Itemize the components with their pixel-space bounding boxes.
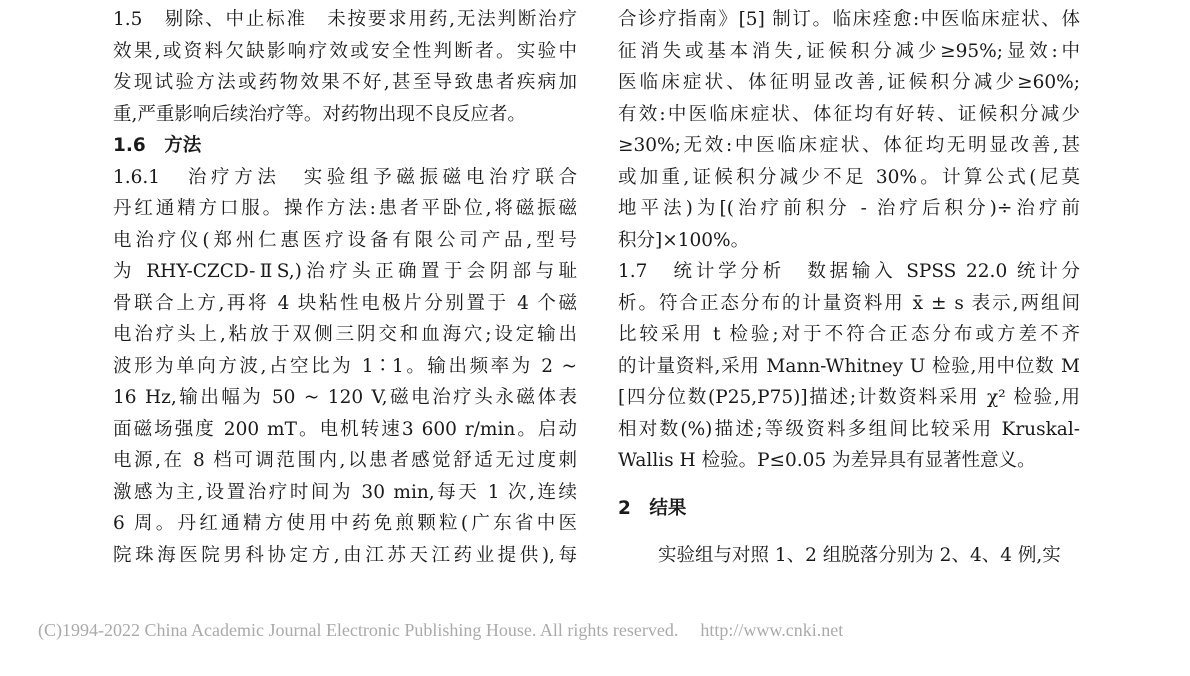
- right-column: [618, 4, 1080, 572]
- text-line: Wallis H 检验。P≤0.05 为差异具有显著性意义。: [618, 450, 1036, 471]
- left-column: [113, 4, 577, 571]
- text-line: 为 RHY-CZCD-ⅡS,)治疗头正确置于会阴部与耻: [113, 261, 577, 282]
- text-line: 重,严重影响后续治疗等。对药物出现不良反应者。: [113, 103, 526, 125]
- text-line: 电治疗仪(郑州仁惠医疗设备有限公司产品,型号: [113, 229, 577, 251]
- text-line: 医临床症状、体征明显改善,证候积分减少≥60%;: [618, 72, 1080, 93]
- section-heading-results: 2 结果: [618, 497, 687, 519]
- text-line: 电源,在 8 档可调范围内,以患者感觉舒适无过度刺: [113, 450, 577, 471]
- text-line: 析。符合正态分布的计量资料用 x̄ ± s 表示,两组间: [618, 292, 1080, 314]
- text-line: 征消失或基本消失,证候积分减少≥95%;显效:中: [618, 40, 1080, 62]
- text-line: 相对数(%)描述;等级资料多组间比较采用 Kruskal-: [618, 418, 1080, 440]
- text-line: 1.7 统计学分析 数据输入 SPSS 22.0 统计分: [618, 261, 1080, 282]
- text-line: 比较采用 t 检验;对于不符合正态分布或方差不齐: [618, 324, 1080, 345]
- text-line: 16 Hz,输出幅为 50 ~ 120 V,磁电治疗头永磁体表: [113, 387, 577, 408]
- text-line: 6 周。丹红通精方使用中药免煎颗粒(广东省中医: [113, 513, 577, 534]
- text-line: 地平法)为[(治疗前积分 - 治疗后积分)÷治疗前: [618, 198, 1080, 219]
- copyright-footer: [38, 620, 843, 641]
- text-line: 效果,或资料欠缺影响疗效或安全性判断者。实验中: [113, 40, 577, 62]
- text-line: [四分位数(P25,P75)]描述;计数资料采用 χ² 检验,用: [618, 387, 1080, 408]
- text-line: 有效:中医临床症状、体征均有好转、证候积分减少: [618, 103, 1080, 125]
- copyright-text: (C)1994-2022 China Academic Journal Electronic Publishing House. All rights reserved.: [38, 620, 679, 640]
- cnki-url: http://www.cnki.net: [700, 620, 844, 640]
- section-heading-1-6: 1.6 方法: [113, 135, 202, 156]
- text-line: 积分]×100%。: [618, 229, 750, 251]
- text-line: 合诊疗指南》[5] 制订。临床痊愈:中医临床症状、体: [618, 9, 1080, 30]
- text-line: ≥30%;无效:中医临床症状、体征均无明显改善,甚: [618, 135, 1080, 156]
- text-line: 发现试验方法或药物效果不好,甚至导致患者疾病加: [113, 72, 577, 93]
- text-line: 骨联合上方,再将 4 块粘性电极片分别置于 4 个磁: [113, 292, 577, 314]
- text-line: 电治疗头上,粘放于双侧三阴交和血海穴;设定输出: [113, 324, 577, 345]
- text-line: 实验组与对照 1、2 组脱落分别为 2、4、4 例,实: [658, 545, 1061, 566]
- text-line: 的计量资料,采用 Mann-Whitney U 检验,用中位数 M: [618, 355, 1080, 377]
- text-line: 1.6.1 治疗方法 实验组予磁振磁电治疗联合: [113, 166, 577, 188]
- text-line: 1.5 剔除、中止标准 未按要求用药,无法判断治疗: [113, 9, 577, 30]
- text-line: 院珠海医院男科协定方,由江苏天江药业提供),每: [113, 544, 577, 566]
- text-line: 面磁场强度 200 mT。电机转速3 600 r/min。启动: [113, 418, 577, 440]
- text-line: 或加重,证候积分减少不足 30%。计算公式(尼莫: [618, 166, 1080, 188]
- text-line: 波形为单向方波,占空比为 1∶1。输出频率为 2 ~: [113, 355, 577, 377]
- text-line: 丹红通精方口服。操作方法:患者平卧位,将磁振磁: [113, 198, 577, 219]
- text-line: 激感为主,设置治疗时间为 30 min,每天 1 次,连续: [113, 481, 577, 503]
